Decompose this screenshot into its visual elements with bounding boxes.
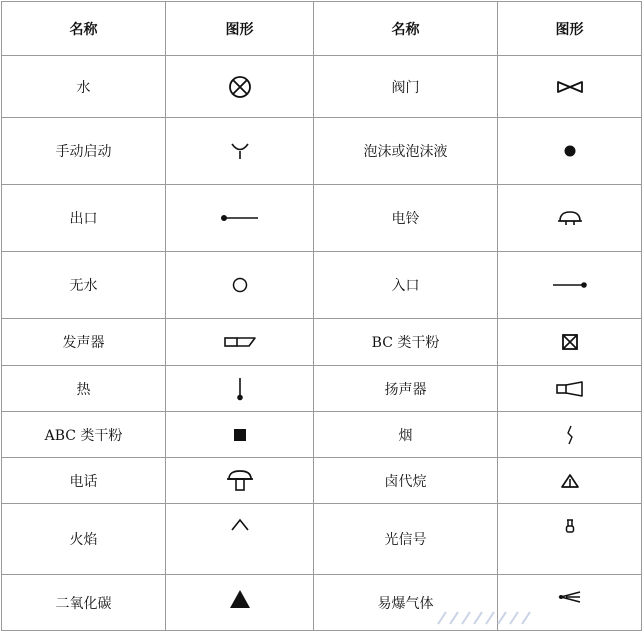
valve-icon [498, 56, 642, 118]
table-row [2, 458, 642, 504]
box-cross-icon [498, 319, 642, 366]
table-row [2, 366, 642, 412]
symbol-name: 发声器 [2, 319, 166, 366]
halon-triangle-icon [498, 458, 642, 504]
table-row [2, 56, 642, 118]
table-row [2, 412, 642, 458]
symbol-name: 热 [2, 366, 166, 412]
symbol-name: 二氧化碳 [2, 575, 166, 631]
symbol-name: 手动启动 [2, 118, 166, 185]
symbol-name: 卤代烷 [314, 458, 498, 504]
symbol-name: 无水 [2, 252, 166, 319]
symbol-name: 烟 [314, 412, 498, 458]
symbol-name: 火焰 [2, 504, 166, 575]
symbol-name: ABC 类干粉 [2, 412, 166, 458]
table-row [2, 118, 642, 185]
light-signal-icon [498, 504, 642, 575]
header-name-2: 名称 [314, 2, 498, 56]
symbol-name: 泡沫或泡沫液 [314, 118, 498, 185]
line-dot-left-icon [166, 185, 314, 252]
loudspeaker-icon [498, 366, 642, 412]
symbol-name: 入口 [314, 252, 498, 319]
header-shape: 图形 [166, 2, 314, 56]
symbol-name: 出口 [2, 185, 166, 252]
line-dot-right-icon [498, 252, 642, 319]
table-row [2, 504, 642, 575]
table-row [2, 575, 642, 631]
symbol-name: 扬声器 [314, 366, 498, 412]
symbol-name: 光信号 [314, 504, 498, 575]
thermometer-icon [166, 366, 314, 412]
fire-symbol-table [1, 1, 642, 631]
symbol-name: 水 [2, 56, 166, 118]
header-name: 名称 [2, 2, 166, 56]
table-row [2, 185, 642, 252]
symbol-name: BC 类干粉 [314, 319, 498, 366]
filled-triangle-icon [166, 575, 314, 631]
sounder-icon [166, 319, 314, 366]
filled-dot-icon [498, 118, 642, 185]
y-fork-icon [166, 118, 314, 185]
symbol-name: 电话 [2, 458, 166, 504]
symbol-name: 电铃 [314, 185, 498, 252]
explosive-gas-icon [498, 575, 642, 631]
symbol-name: 阀门 [314, 56, 498, 118]
circle-cross-icon [166, 56, 314, 118]
bell-icon [498, 185, 642, 252]
smoke-icon [498, 412, 642, 458]
filled-square-icon [166, 412, 314, 458]
header-row [2, 2, 642, 56]
header-shape-2: 图形 [498, 2, 642, 56]
table-row [2, 252, 642, 319]
flame-caret-icon [166, 504, 314, 575]
table-row [2, 319, 642, 366]
open-circle-icon [166, 252, 314, 319]
symbol-name: 易爆气体 [314, 575, 498, 631]
telephone-icon [166, 458, 314, 504]
